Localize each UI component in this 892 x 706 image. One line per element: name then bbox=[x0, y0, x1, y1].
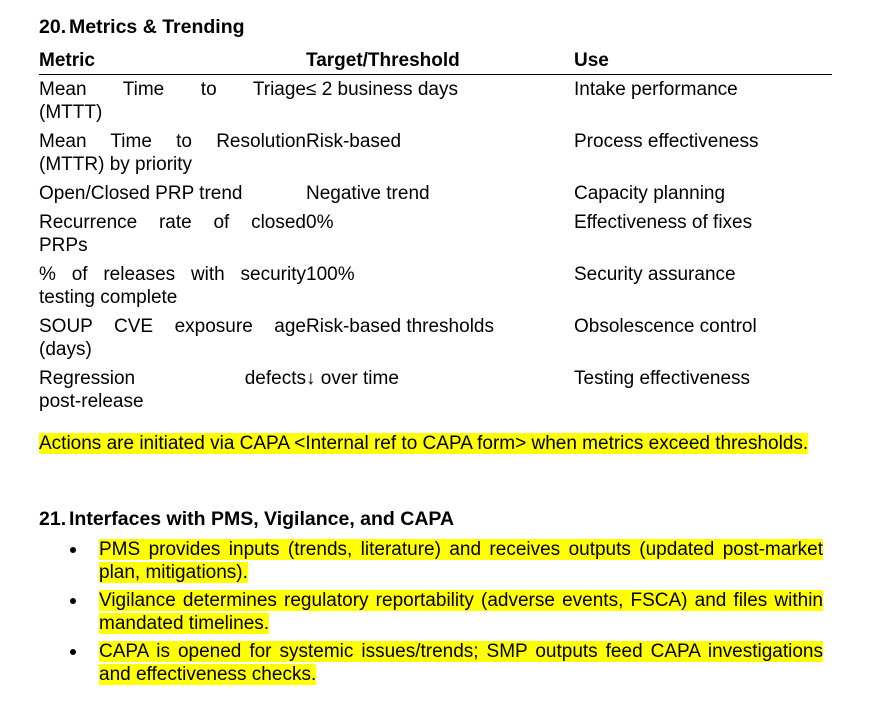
bullet-icon bbox=[70, 649, 76, 655]
target-cell: Negative trend bbox=[306, 183, 430, 204]
list-item bbox=[39, 640, 823, 686]
table-row bbox=[39, 367, 832, 419]
column-header-metric: Metric bbox=[39, 48, 306, 75]
metric-line: PRPs bbox=[39, 235, 88, 256]
target-cell: ≤ 2 business days bbox=[306, 79, 458, 100]
metric-line: Open/Closed PRP trend bbox=[39, 183, 243, 204]
metric-cell bbox=[39, 75, 306, 131]
table-row bbox=[39, 211, 832, 263]
use-cell: Intake performance bbox=[574, 79, 738, 100]
metrics-table bbox=[39, 48, 832, 419]
capa-note bbox=[39, 432, 823, 455]
table-row bbox=[39, 130, 832, 182]
table-row bbox=[39, 182, 832, 211]
use-cell: Obsolescence control bbox=[574, 316, 757, 337]
bullet-text: PMS provides inputs (trends, literature) and receives outputs (updated post-market plan, mitigations). bbox=[99, 539, 823, 583]
table-header-row bbox=[39, 48, 832, 75]
highlighted-note-text: Actions are initiated via CAPA <Internal ref to CAPA form> when metrics exceed thresholds. bbox=[39, 433, 809, 454]
target-cell: 0% bbox=[306, 212, 334, 233]
target-cell: Risk-based bbox=[306, 131, 402, 152]
column-header-use: Use bbox=[574, 48, 832, 75]
bullet-text: Vigilance determines regulatory reportability (adverse events, FSCA) and files within mandated timelines. bbox=[99, 590, 823, 634]
use-cell: Security assurance bbox=[574, 264, 736, 285]
section-title: Metrics & Trending bbox=[69, 16, 245, 38]
target-cell: 100% bbox=[306, 264, 355, 285]
use-cell: Process effectiveness bbox=[574, 131, 759, 152]
metric-cell bbox=[39, 211, 306, 263]
target-cell: Risk-based thresholds bbox=[306, 316, 494, 337]
table-row bbox=[39, 315, 832, 367]
metric-line: testing complete bbox=[39, 287, 178, 308]
section-20-heading bbox=[39, 16, 245, 39]
metric-cell bbox=[39, 315, 306, 367]
table-row bbox=[39, 75, 832, 131]
metric-line: Mean Time to Resolution bbox=[39, 131, 306, 152]
list-item bbox=[39, 538, 823, 584]
metric-line: % of releases with security bbox=[39, 264, 306, 285]
metric-cell bbox=[39, 130, 306, 182]
section-number: 20. bbox=[39, 16, 67, 38]
metric-cell bbox=[39, 263, 306, 315]
metric-line: (MTTT) bbox=[39, 102, 103, 123]
metric-line: Recurrence rate of closed bbox=[39, 212, 306, 233]
list-item bbox=[39, 589, 823, 635]
table-row bbox=[39, 263, 832, 315]
use-cell: Capacity planning bbox=[574, 183, 726, 204]
metric-line: Mean Time to Triage bbox=[39, 79, 306, 100]
column-header-target: Target/Threshold bbox=[306, 48, 574, 75]
target-cell: ↓ over time bbox=[306, 368, 399, 389]
metric-line: (MTTR) by priority bbox=[39, 154, 193, 175]
metric-line: post-release bbox=[39, 391, 144, 412]
metric-cell bbox=[39, 182, 306, 211]
section-21-heading bbox=[39, 508, 454, 531]
section-title: Interfaces with PMS, Vigilance, and CAPA bbox=[69, 508, 455, 530]
use-cell: Effectiveness of fixes bbox=[574, 212, 753, 233]
metric-line: Regression defects bbox=[39, 368, 306, 389]
bullet-text: CAPA is opened for systemic issues/trends; SMP outputs feed CAPA investigations and effectiveness checks. bbox=[99, 641, 823, 685]
bullet-icon bbox=[70, 547, 76, 553]
section-number: 21. bbox=[39, 508, 67, 530]
metric-line: (days) bbox=[39, 339, 92, 360]
metric-cell bbox=[39, 367, 306, 419]
metric-line: SOUP CVE exposure age bbox=[39, 316, 306, 337]
bullet-icon bbox=[70, 598, 76, 604]
interfaces-bullet-list bbox=[39, 538, 823, 691]
use-cell: Testing effectiveness bbox=[574, 368, 751, 389]
